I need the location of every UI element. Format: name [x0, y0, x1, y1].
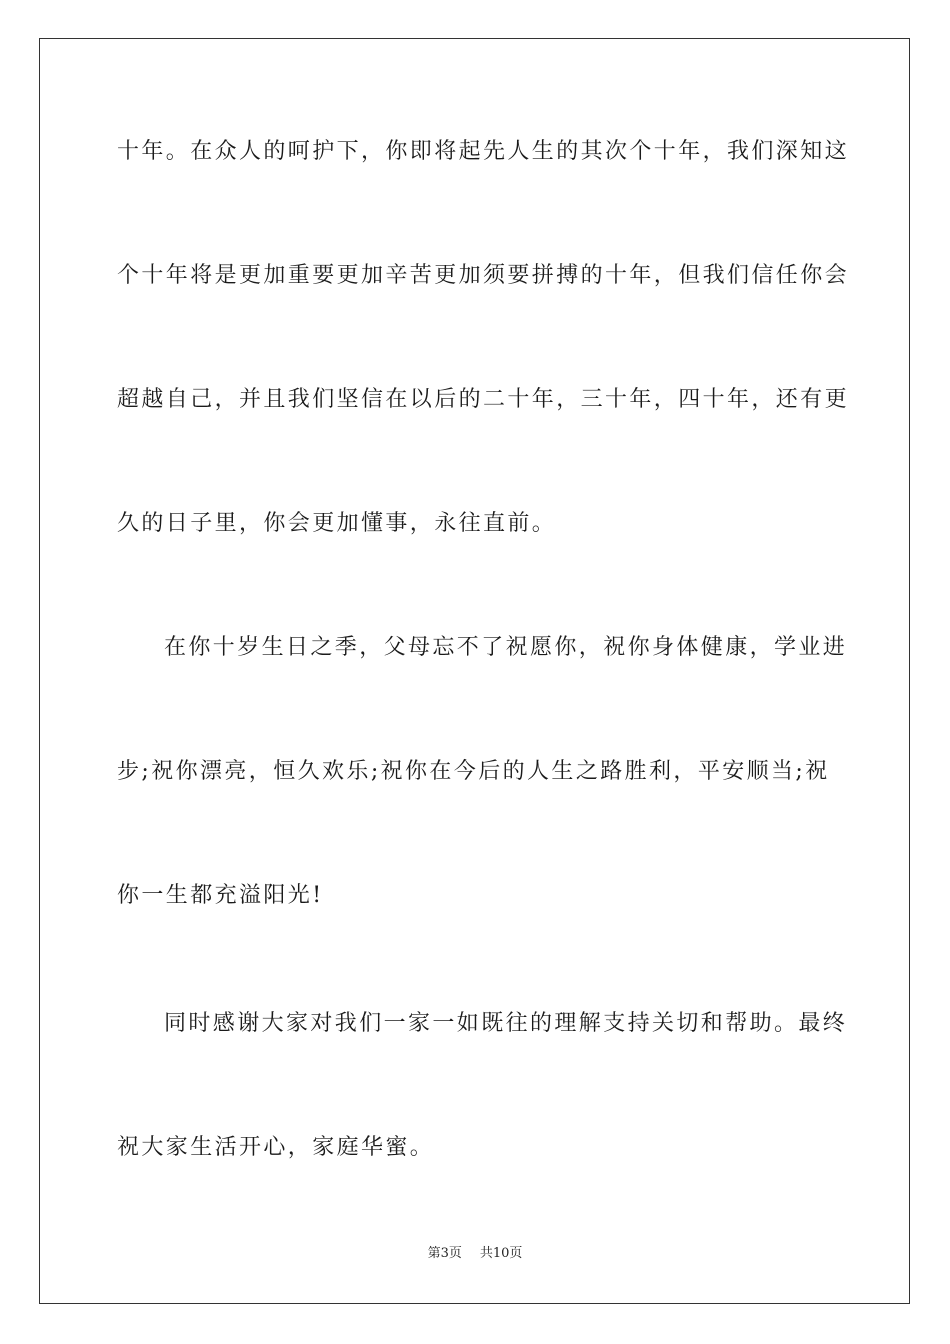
- paragraph-line: 超越自己，并且我们坚信在以后的二十年，三十年，四十年，还有更: [117, 387, 850, 412]
- paragraph-line: 步;祝你漂亮，恒久欢乐;祝你在今后的人生之路胜利，平安顺当;祝: [117, 759, 830, 784]
- page-footer: [0, 1244, 950, 1264]
- paragraph-line: 个十年将是更加重要更加辛苦更加须要拼搏的十年，但我们信任你会: [117, 263, 850, 288]
- paragraph-line: 十年。在众人的呵护下，你即将起先人生的其次个十年，我们深知这: [117, 139, 850, 164]
- paragraph-line: 祝大家生活开心，家庭华蜜。: [117, 1135, 435, 1160]
- paragraph-line: 你一生都充溢阳光!: [117, 883, 324, 908]
- paragraph-line: 在你十岁生日之季，父母忘不了祝愿你，祝你身体健康，学业进: [164, 635, 848, 660]
- paragraph-line: 同时感谢大家对我们一家一如既往的理解支持关切和帮助。最终: [164, 1011, 848, 1036]
- page-total: 共10页: [479, 1246, 523, 1261]
- page-frame: [39, 38, 910, 1304]
- page-number: 第3页: [427, 1246, 462, 1261]
- paragraph-line: 久的日子里，你会更加懂事，永往直前。: [117, 511, 557, 536]
